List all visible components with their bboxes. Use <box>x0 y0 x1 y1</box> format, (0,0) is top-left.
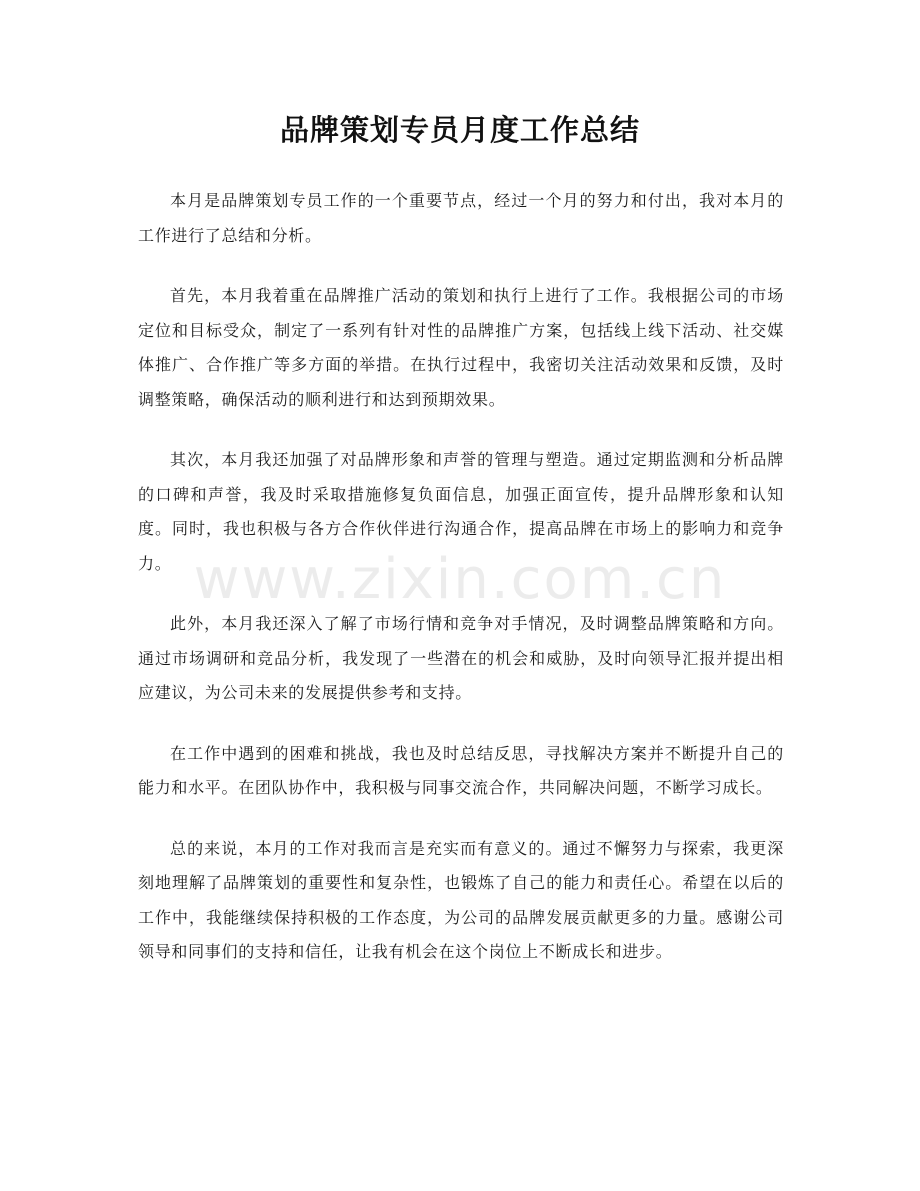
paragraph-conclusion: 总的来说，本月的工作对我而言是充实而有意义的。通过不懈努力与探索，我更深刻地理解了品牌策划的重要性和复杂性，也锻炼了自己的能力和责任心。希望在以后的工作中，我能继续保持积极的工作态度，为公司的品牌发展贡献更多的力量。感谢公司领导和同事们的支持和信任，让我有机会在这个岗位上不断成长和进步。 <box>138 838 784 961</box>
document-body <box>138 184 784 996</box>
paragraph-promotion: 首先，本月我着重在品牌推广活动的策划和执行上进行了工作。我根据公司的市场定位和目标受众，制定了一系列有针对性的品牌推广方案，包括线上线下活动、社交媒体推广、合作推广等多方面的举措。在执行过程中，我密切关注活动效果和反馈，及时调整策略，确保活动的顺利进行和达到预期效果。 <box>138 286 784 409</box>
watermark: www.zixin.com.cn <box>193 547 727 612</box>
document-title: 品牌策划专员月度工作总结 <box>279 113 640 147</box>
paragraph-market-research: 此外，本月我还深入了解了市场行情和竞争对手情况，及时调整品牌策略和方向。通过市场调研和竞品分析，我发现了一些潜在的机会和威胁，及时向领导汇报并提出相应建议，为公司未来的发展提供参考和支持。 <box>138 614 784 702</box>
paragraph-challenges: 在工作中遇到的困难和挑战，我也及时总结反思，寻找解决方案并不断提升自己的能力和水平。在团队协作中，我积极与同事交流合作，共同解决问题，不断学习成长。 <box>138 743 784 797</box>
paragraph-brand-image: 其次，本月我还加强了对品牌形象和声誉的管理与塑造。通过定期监测和分析品牌的口碑和声誉，我及时采取措施修复负面信息，加强正面宣传，提升品牌形象和认知度。同时，我也积极与各方合作伙伴进行沟通合作，提高品牌在市场上的影响力和竞争力。 <box>138 450 784 573</box>
paragraph-intro: 本月是品牌策划专员工作的一个重要节点，经过一个月的努力和付出，我对本月的工作进行了总结和分析。 <box>138 191 784 245</box>
